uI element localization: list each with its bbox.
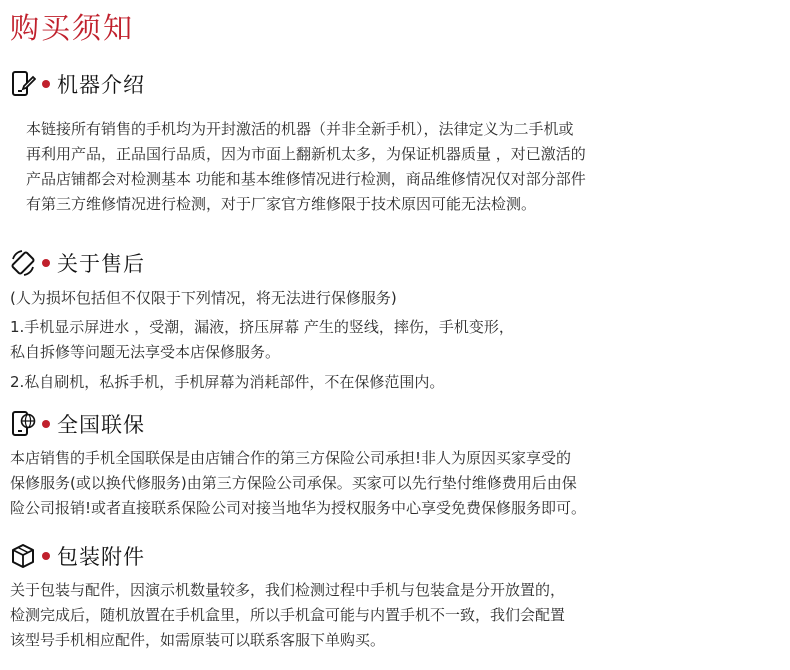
text-line: 该型号手机相应配件，如需原装可以联系客服下单购买。 [10, 631, 386, 649]
text-line: 2.私自刷机，私拆手机，手机屏幕为消耗部件，不在保修范围内。 [10, 373, 445, 391]
text-line: 保修服务(或以换代修服务)由第三方保险公司承保。买家可以先行垫付维修费用后由保 [10, 474, 577, 492]
text-line: 本店销售的手机全国联保是由店铺合作的第三方保险公司承担!非人为原因买家享受的 [10, 449, 572, 467]
section-body-packaging [10, 578, 565, 653]
section-bullet-dot [42, 80, 50, 88]
after-sales-note [10, 286, 397, 311]
text-line: 检测完成后，随机放置在手机盒里，所以手机盒可能与内置手机不一致，我们会配置 [10, 606, 566, 624]
section-header-national-warranty [10, 406, 145, 442]
section-bullet-dot [42, 552, 50, 560]
text-line: 有第三方维修情况进行检测，对于厂家官方维修限于技术原因可能无法检测。 [26, 195, 537, 213]
section-title: 关于售后 [57, 252, 145, 276]
text-line: 私自拆修等问题无法享受本店保修服务。 [10, 343, 281, 361]
after-sales-item-2 [10, 370, 444, 395]
phone-globe-icon [10, 409, 36, 439]
section-body-national-warranty [10, 446, 586, 521]
text-line: 1.手机显示屏进水 ，受潮，漏液，挤压屏幕 产生的竖线，摔伤，手机变形， [10, 318, 514, 336]
text-line: 再利用产品，正品国行品质，因为市面上翻新机太多，为保证机器质量 ，对已激活的 [26, 145, 586, 163]
phone-edit-icon [10, 69, 36, 99]
page-title: 购买须知 [10, 11, 135, 45]
section-title: 全国联保 [57, 413, 145, 437]
text-line: 本链接所有销售的手机均为开封激活的机器（并非全新手机），法律定义为二手机或 [26, 120, 574, 138]
section-title: 包装附件 [57, 545, 145, 569]
section-header-after-sales [10, 245, 145, 281]
text-line: 险公司报销!或者直接联系保险公司对接当地华为授权服务中心享受免费保修服务即可。 [10, 499, 587, 517]
section-header-packaging [10, 538, 145, 574]
section-bullet-dot [42, 420, 50, 428]
text-line: 产品店铺都会对检测基本 功能和基本维修情况进行检测，商品维修情况仅对部分部件 [26, 170, 586, 188]
rotate-phone-icon [10, 248, 36, 278]
section-body-machine-intro [26, 117, 586, 217]
package-icon [10, 541, 36, 571]
text-line: (人为损坏包括但不仅限于下列情况，将无法进行保修服务) [10, 289, 397, 307]
section-title: 机器介绍 [57, 73, 145, 97]
section-header-machine-intro [10, 66, 145, 102]
after-sales-item-1 [10, 315, 514, 365]
section-bullet-dot [42, 259, 50, 267]
text-line: 关于包装与配件，因演示机数量较多，我们检测过程中手机与包装盒是分开放置的， [10, 581, 566, 599]
